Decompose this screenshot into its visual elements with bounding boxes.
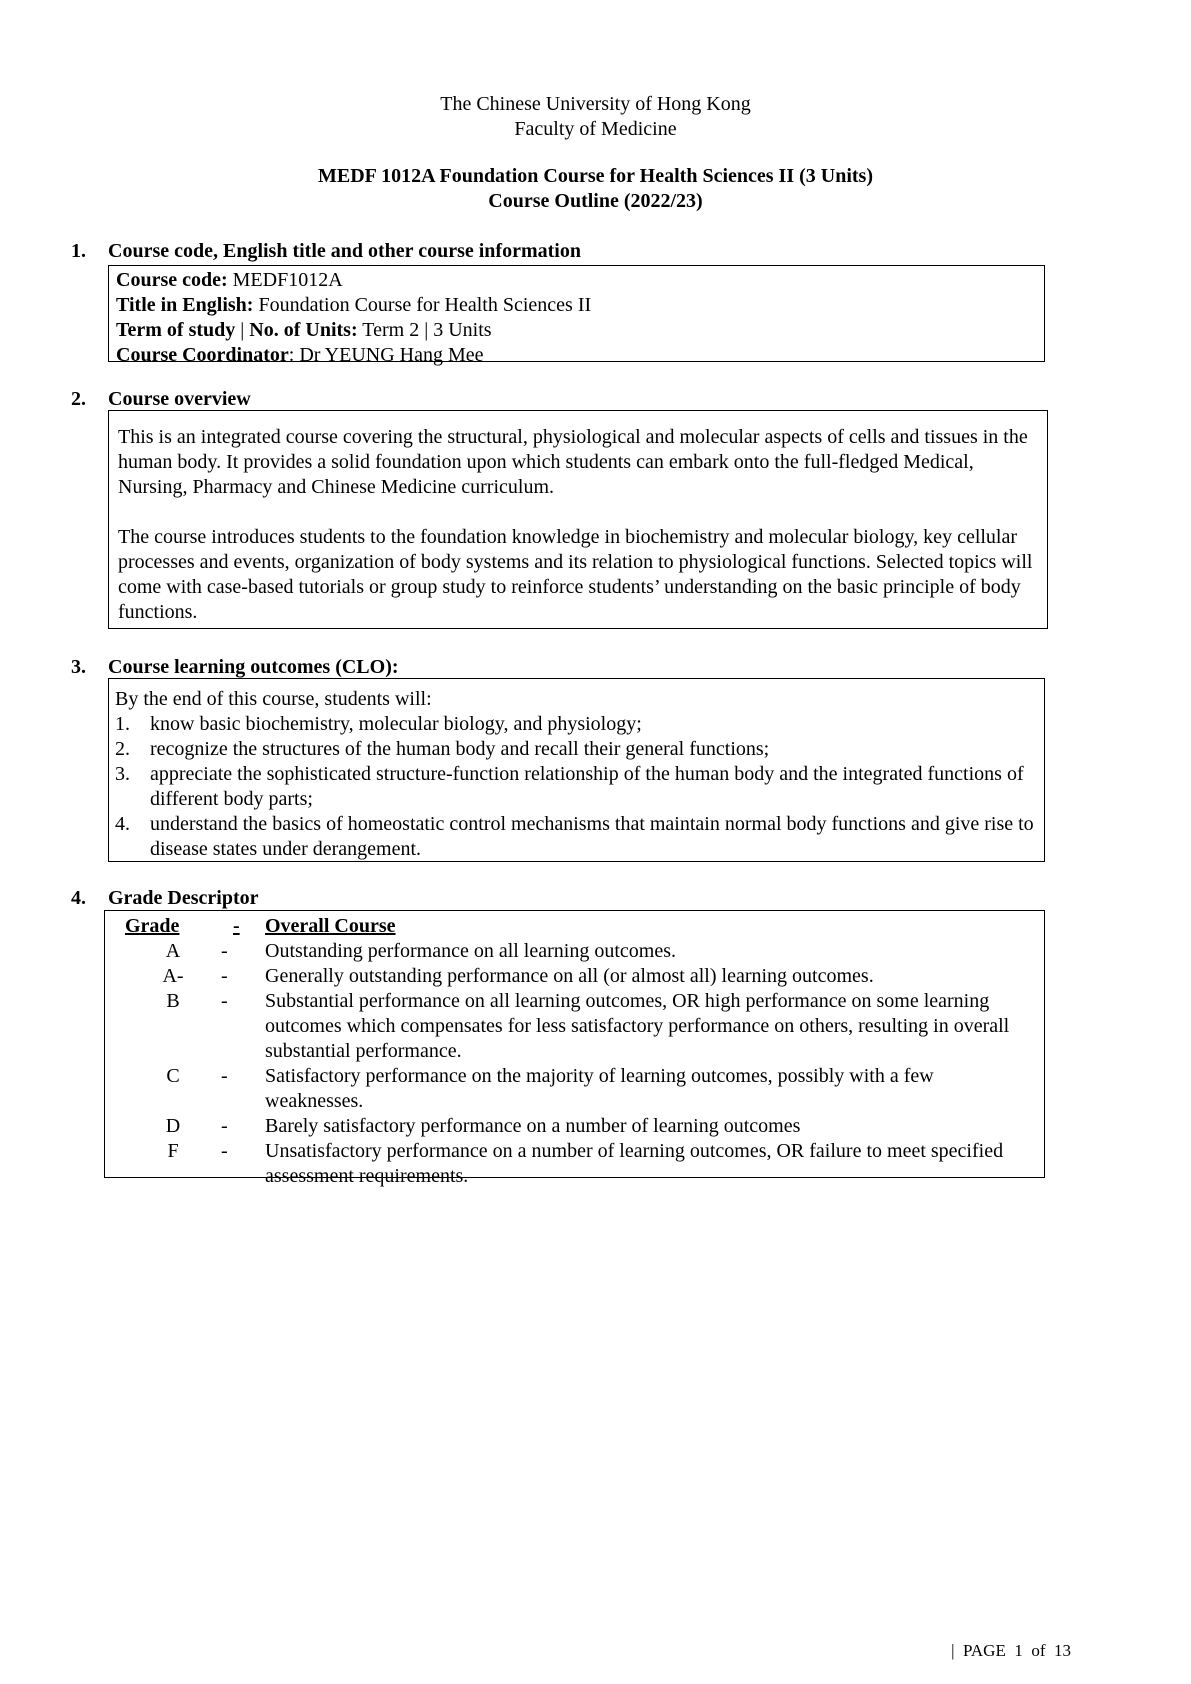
dash-cell: -	[221, 940, 228, 962]
dash-cell: -	[221, 1065, 228, 1087]
section-2-heading	[71, 387, 251, 412]
description-cell: Outstanding performance on all learning outcomes.	[265, 940, 676, 962]
section-number: 3.	[71, 656, 86, 678]
grade-cell: B	[166, 990, 180, 1012]
grade-cell: F	[167, 1140, 179, 1162]
description-cell: Substantial performance on all learning outcomes, OR high performance on some learning outcomes which compensates for less satisfactory performance on others, resulting in overall substantial performance.	[265, 990, 1010, 1062]
grade-table-header	[125, 914, 1024, 939]
clo-text: recognize the structures of the human body and recall their general functions;	[150, 738, 770, 760]
coordinator-value: : Dr YEUNG Hang Mee	[288, 344, 484, 366]
dash-cell: -	[221, 1115, 228, 1137]
dash-column-header: -	[233, 915, 240, 937]
overview-paragraph-2: The course introduces students to the foundation knowledge in biochemistry and molecular biology, key cellular processes and events, organization of body systems and its relation to physiological functions. Selected topics will come with case-based tutorials or group study to reinforce students’ understanding on the basic principle of body functions.	[118, 526, 1033, 623]
table-row	[125, 964, 1024, 989]
section-4-heading	[71, 886, 259, 911]
section-title: Course code, English title and other course information	[108, 240, 581, 262]
clo-item	[115, 812, 1036, 862]
term-units-line	[116, 318, 1044, 343]
clo-text: know basic biochemistry, molecular biology, and physiology;	[150, 713, 642, 735]
clo-intro: By the end of this course, students will:	[115, 688, 432, 710]
clo-number: 3.	[115, 763, 130, 785]
learning-outcomes-box	[108, 678, 1045, 862]
coordinator-label: Course Coordinator	[116, 344, 289, 366]
table-row	[125, 1114, 1024, 1139]
section-number: 2.	[71, 388, 86, 410]
dash-cell: -	[221, 990, 228, 1012]
section-title: Course learning outcomes (CLO):	[108, 656, 399, 678]
description-cell: Generally outstanding performance on all (or almost all) learning outcomes.	[265, 965, 874, 987]
dash-cell: -	[221, 965, 228, 987]
term-label: Term of study	[116, 319, 236, 341]
grade-cell: A	[165, 940, 181, 962]
outline-title: Course Outline (2022/23)	[488, 190, 703, 212]
description-cell: Satisfactory performance on the majority of learning outcomes, possibly with a few weaknesses.	[265, 1065, 934, 1112]
section-3-heading	[71, 655, 399, 680]
section-number: 4.	[71, 887, 86, 909]
course-title: MEDF 1012A Foundation Course for Health Sciences II (3 Units)	[318, 165, 873, 187]
section-number: 1.	[71, 240, 86, 262]
grade-descriptor-box	[104, 910, 1045, 1187]
title-english-line	[116, 293, 1044, 318]
section-title: Grade Descriptor	[108, 887, 259, 909]
course-code-label: Course code:	[116, 269, 228, 291]
description-cell: Unsatisfactory performance on a number of learning outcomes, OR failure to meet specified assessment requirements.	[265, 1140, 1004, 1187]
table-row	[125, 1064, 1024, 1114]
course-info-box	[108, 265, 1045, 366]
section-1-heading	[71, 239, 581, 264]
dash-cell: -	[221, 1140, 228, 1162]
overview-paragraph-1: This is an integrated course covering the structural, physiological and molecular aspects of cells and tissues in the human body. It provides a solid foundation upon which students can embark onto the full-fledged Medical, Nursing, Pharmacy and Chinese Medicine curriculum.	[118, 426, 1028, 498]
term-units-value: Term 2 | 3 Units	[357, 319, 492, 341]
course-code-line	[116, 268, 1044, 293]
clo-item	[115, 712, 1036, 737]
university-name: The Chinese University of Hong Kong	[440, 93, 751, 115]
title-english-label: Title in English:	[116, 294, 254, 316]
course-overview-box	[108, 410, 1048, 629]
clo-text: understand the basics of homeostatic control mechanisms that maintain normal body functions and give rise to disease states under derangement.	[150, 813, 1034, 860]
table-row	[125, 1139, 1024, 1189]
coordinator-line	[116, 343, 1044, 368]
clo-number: 4.	[115, 813, 130, 835]
clo-number: 2.	[115, 738, 130, 760]
overall-course-column-header: Overall Course	[265, 915, 396, 937]
description-cell: Barely satisfactory performance on a number of learning outcomes	[265, 1115, 801, 1137]
grade-cell: D	[165, 1115, 181, 1137]
grade-table	[125, 914, 1024, 1189]
grade-cell: C	[166, 1065, 180, 1087]
clo-number: 1.	[115, 713, 130, 735]
course-code-value: MEDF1012A	[227, 269, 343, 291]
page-number: | PAGE 1 of 13	[951, 1641, 1071, 1660]
clo-item	[115, 737, 1036, 762]
clo-text: appreciate the sophisticated structure-function relationship of the human body and the integrated functions of different body parts;	[150, 763, 1024, 810]
units-label: No. of Units:	[249, 319, 358, 341]
grade-cell: A-	[162, 965, 184, 987]
term-separator: |	[235, 319, 250, 341]
grade-column-header: Grade	[125, 915, 180, 937]
section-title: Course overview	[108, 388, 251, 410]
faculty-name: Faculty of Medicine	[514, 118, 677, 140]
table-row	[125, 989, 1024, 1064]
clo-item	[115, 762, 1036, 812]
table-row	[125, 939, 1024, 964]
title-english-value: Foundation Course for Health Sciences II	[253, 294, 592, 316]
